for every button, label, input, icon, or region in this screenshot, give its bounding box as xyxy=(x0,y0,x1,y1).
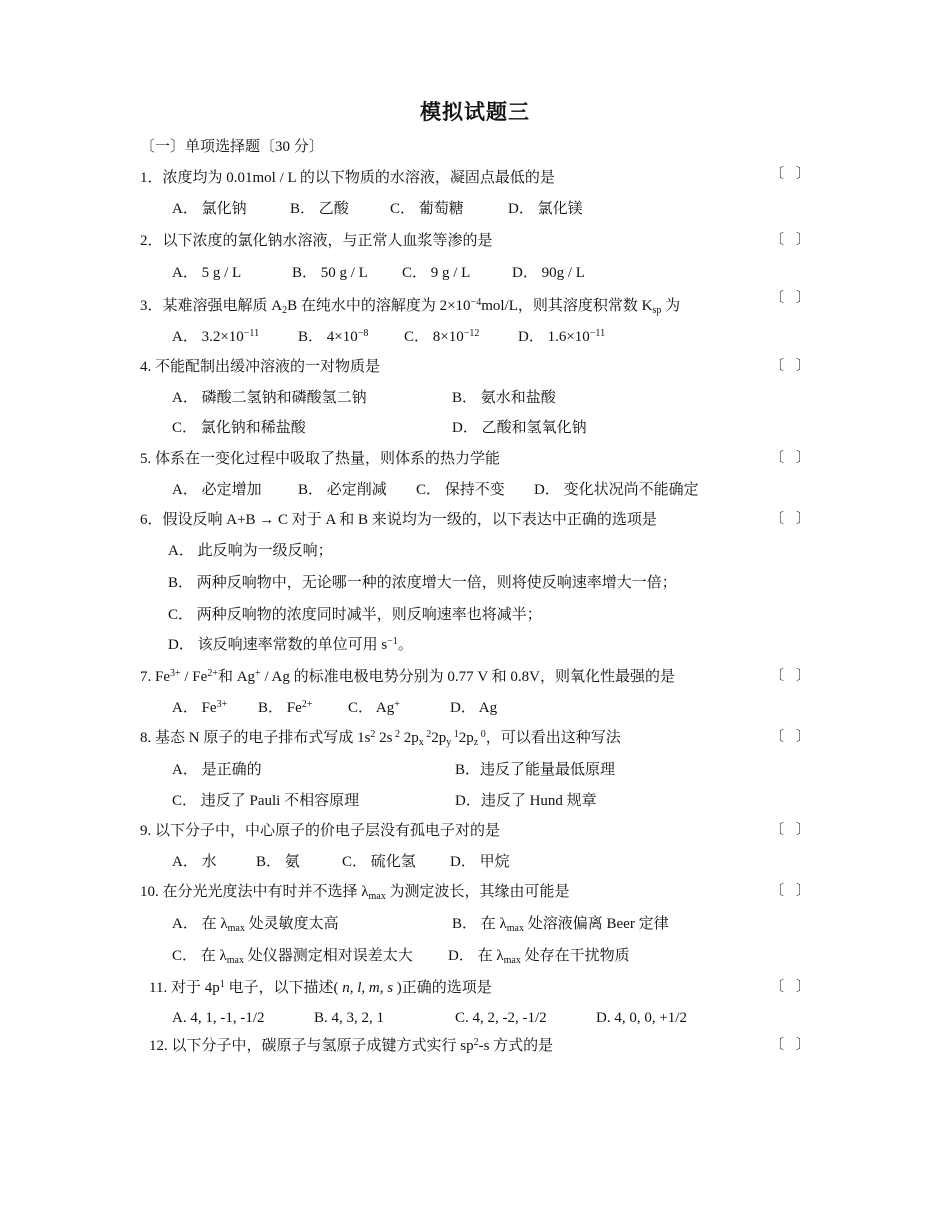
question-1-options xyxy=(172,199,583,219)
question-7-stem: 7. $Fe^{3+} / Fe^{2+}$和 Ag+ / Ag 的标准电极电势分别为 0.77 V 和 0.8V，则氧化性最强的是 xyxy=(140,668,676,685)
section-heading: 〔一〕单项选择题〔30 分〕 xyxy=(140,139,324,155)
question-2-stem: 2．以下浓度的氯化钠水溶液，与正常人血浆等渗的是 xyxy=(140,233,493,249)
option-c: C． 氯化钠和稀盐酸 xyxy=(172,420,306,436)
question-5-stem: 5. 体系在一变化过程中吸取了热量，则体系的热力学能 xyxy=(140,451,501,467)
option-b: B． 乙酸 xyxy=(290,201,349,217)
question-7-options xyxy=(172,698,497,718)
option-b: B． $4\times 10^{-8}$ xyxy=(298,328,369,345)
option-d: D. 4, 0, 0, +1/2 xyxy=(596,1010,687,1026)
option-d: D． 该反响速率常数的单位可用 $s^{-1}$。 xyxy=(168,636,413,653)
option-a: A． 5 g / L xyxy=(172,265,242,281)
option-d: D． 90g / L xyxy=(512,265,585,281)
answer-bracket-9: 〔 〕 xyxy=(770,823,810,838)
answer-bracket-3: 〔 〕 xyxy=(770,291,810,306)
option-a: A． 在 $\lambda_{max}$ 处灵敏度太高 xyxy=(172,916,339,934)
answer-bracket-11: 〔 〕 xyxy=(770,980,810,995)
option-c: C． 硫化氢 xyxy=(342,854,416,870)
answer-bracket-8: 〔 〕 xyxy=(770,730,810,745)
option-a: A． 氯化钠 xyxy=(172,201,247,217)
option-b: B． 在 $\lambda_{max}$ 处溶液偏离 Beer 定律 xyxy=(452,916,669,934)
option-d: D． 变化状况尚不能确定 xyxy=(534,482,699,498)
option-c: C． 两种反响物的浓度同时减半，则反响速率也将减半； xyxy=(168,607,542,623)
question-9-stem: 9. 以下分子中，中心原子的价电子层没有孤电子对的是 xyxy=(140,823,501,839)
question-1-stem: 1．浓度均为 0.01mol / L 的以下物质的水溶液，凝固点最低的是 xyxy=(140,170,555,186)
option-a: A. 4, 1, -1, -1/2 xyxy=(172,1010,265,1026)
option-d: D． 氯化镁 xyxy=(508,201,583,217)
question-10-stem: 10. 在分光光度法中有时并不选择 $\lambda_{max}$ 为测定波长，其缘由可能是 xyxy=(140,884,570,902)
answer-bracket-10: 〔 〕 xyxy=(770,884,810,899)
option-c: C． 葡萄糖 xyxy=(390,201,464,217)
option-c: C． 9 g / L xyxy=(402,265,471,281)
answer-bracket-7: 〔 〕 xyxy=(770,669,810,684)
question-4-stem: 4. 不能配制出缓冲溶液的一对物质是 xyxy=(140,359,381,375)
option-d: D． 甲烷 xyxy=(450,854,510,870)
question-3-options xyxy=(172,327,605,347)
option-a: A． 必定增加 xyxy=(172,482,262,498)
option-a: A． $Fe^{3+}$ xyxy=(172,699,228,716)
option-a: A． 此反响为一级反响； xyxy=(168,543,333,559)
option-c: C. 4, 2, -2, -1/2 xyxy=(455,1010,547,1026)
option-b: B． 两种反响物中，无论哪一种的浓度增大一倍，则将使反响速率增大一倍； xyxy=(168,575,677,591)
option-a: A． 是正确的 xyxy=(172,762,262,778)
question-3-stem: 3．某难溶强电解质 $A_2B$ 在纯水中的溶解度为 $2\times 10^{-4}mol/L$，则其溶度积常数 $K_{sp}$ 为 xyxy=(140,297,681,316)
option-a: A． 磷酸二氢钠和磷酸氢二钠 xyxy=(172,390,367,406)
option-d: D． $1.6\times 10^{-11}$ xyxy=(518,328,606,345)
option-d: D． 在 $\lambda_{max}$ 处存在干扰物质 xyxy=(448,948,630,966)
question-11-stem: 11. 对于 $4p^1$ 电子，以下描述( n, l, m, s )正确的选项是 xyxy=(149,979,492,996)
option-c: C． 保持不变 xyxy=(416,482,505,498)
page-title: 模拟试题三 xyxy=(420,100,530,124)
option-b: B． 氨水和盐酸 xyxy=(452,390,556,406)
answer-bracket-4: 〔 〕 xyxy=(770,359,810,374)
question-12-stem: 12. 以下分子中，碳原子与氢原子成键方式实行 $sp^2-s$ 方式的是 xyxy=(149,1037,554,1054)
option-c: C． 在 $\lambda_{max}$ 处仪器测定相对误差太大 xyxy=(172,948,413,966)
option-c: C． $8\times 10^{-12}$ xyxy=(404,328,480,345)
answer-bracket-2: 〔 〕 xyxy=(770,233,810,248)
option-c: C． Ag+ xyxy=(348,699,400,716)
question-9-options xyxy=(172,852,510,872)
answer-bracket-12: 〔 〕 xyxy=(770,1038,810,1053)
option-b: B． 必定削减 xyxy=(298,482,387,498)
question-8-stem: 8. 基态 N 原子的电子排布式写成 $1s^2$ 2s $^2$ $2p_x$ $^22p_y$ $^12p_z$ $^0$，可以看出这种写法 xyxy=(140,729,621,748)
option-b: B．违反了能量最低原理 xyxy=(455,762,616,778)
answer-bracket-1: 〔 〕 xyxy=(770,167,810,182)
option-a: A． 水 xyxy=(172,854,217,870)
answer-bracket-5: 〔 〕 xyxy=(770,451,810,466)
question-2-options xyxy=(172,263,585,283)
option-d: D． 乙酸和氢氧化钠 xyxy=(452,420,587,436)
option-d: D． Ag xyxy=(450,700,498,716)
option-a: A． $3.2\times 10^{-11}$ xyxy=(172,328,260,345)
option-b: B. 4, 3, 2, 1 xyxy=(314,1010,385,1026)
answer-bracket-6: 〔 〕 xyxy=(770,512,810,527)
question-5-options xyxy=(172,480,699,500)
option-c: C． 违反了 Pauli 不相容原理 xyxy=(172,793,360,809)
option-b: B． $Fe^{2+}$ xyxy=(258,699,313,716)
question-11-options xyxy=(172,1008,687,1028)
option-d: D．违反了 Hund 规章 xyxy=(455,793,597,809)
option-b: B． 氨 xyxy=(256,854,300,870)
question-6-stem: 6．假设反响 A+B → C 对于 A 和 B 来说均为一级的，以下表达中正确的选项是 xyxy=(140,512,657,528)
option-b: B． 50 g / L xyxy=(292,265,368,281)
